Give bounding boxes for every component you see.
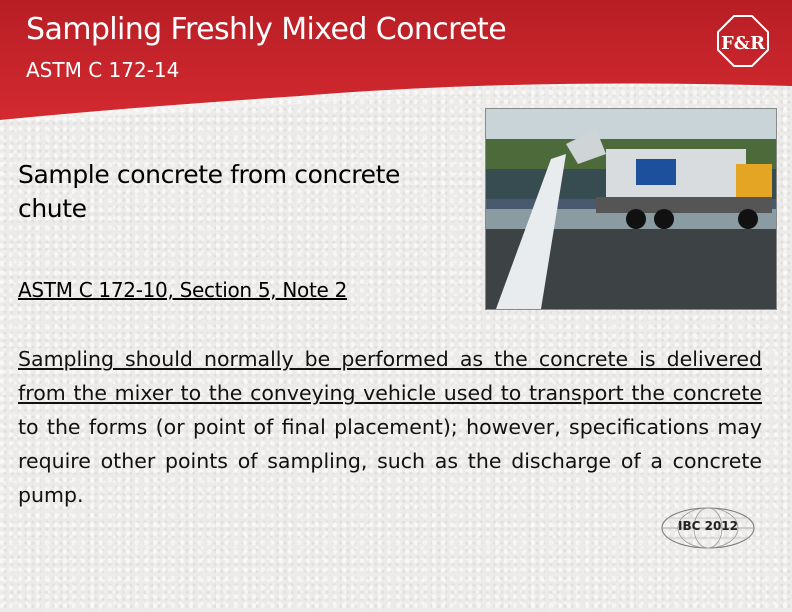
- body-underlined-text: Sampling should normally be performed as the concrete is delivered from the mixer to the conveying vehicle used to transport the concrete: [18, 347, 762, 405]
- logo-text: F&R: [721, 33, 765, 54]
- title-banner: [0, 0, 792, 120]
- slide-heading: Sample concrete from concrete chute: [18, 160, 401, 223]
- ibc-badge-label: IBC 2012: [678, 519, 738, 533]
- concrete-truck-photo: [485, 108, 777, 310]
- body-paragraph: [18, 342, 762, 512]
- page-subtitle: ASTM C 172-14: [26, 58, 180, 82]
- page-title: Sampling Freshly Mixed Concrete: [26, 12, 507, 47]
- body-rest-text: to the forms (or point of final placement); however, specifications may require other points of sampling, such as the discharge of a concrete pump.: [18, 415, 762, 507]
- astm-reference: ASTM C 172-10, Section 5, Note 2: [18, 278, 348, 302]
- fr-logo-icon: [716, 14, 770, 68]
- ibc-badge: [660, 506, 756, 550]
